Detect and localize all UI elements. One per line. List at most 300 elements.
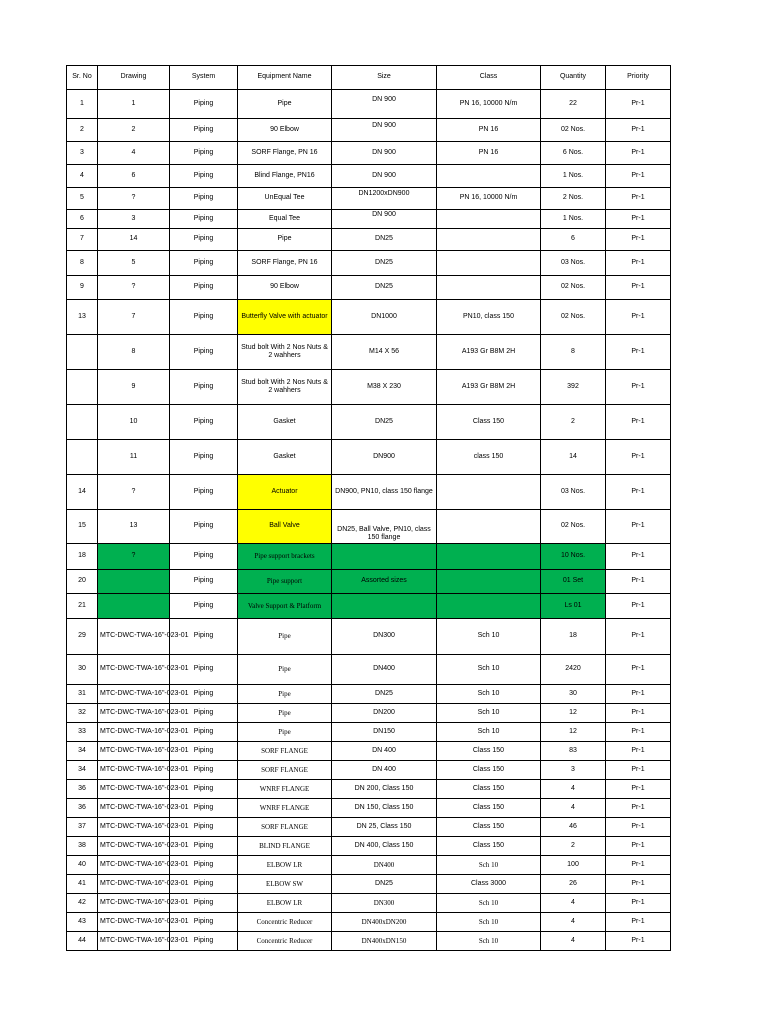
table-row: [67, 799, 671, 818]
cell-system: Piping: [170, 119, 238, 142]
cell-sr-no: [67, 370, 98, 405]
cell-size-text: DN 900: [372, 95, 396, 103]
cell-sr-no: 18: [67, 544, 98, 570]
table-row: [67, 475, 671, 510]
cell-class: A193 Gr B8M 2H: [437, 370, 541, 405]
cell-priority: Pr-1: [606, 932, 671, 951]
cell-drawing: MTC-DWC-TWA-16"-023-01: [98, 704, 170, 723]
cell-drawing: 3: [98, 210, 170, 229]
cell-sr-no: 2: [67, 119, 98, 142]
cell-class: PN10, class 150: [437, 300, 541, 335]
cell-priority: Pr-1: [606, 570, 671, 594]
cell-drawing: MTC-DWC-TWA-16"-023-01: [98, 913, 170, 932]
cell-class: Sch 10: [437, 856, 541, 875]
cell-class: Class 150: [437, 780, 541, 799]
cell-system: Piping: [170, 818, 238, 837]
cell-drawing: 13: [98, 510, 170, 544]
cell-drawing: 4: [98, 142, 170, 165]
cell-class: [437, 210, 541, 229]
cell-class: Sch 10: [437, 932, 541, 951]
cell-priority: Pr-1: [606, 799, 671, 818]
cell-system: Piping: [170, 90, 238, 119]
cell-quantity: 4: [541, 932, 606, 951]
cell-quantity: 2 Nos.: [541, 188, 606, 210]
cell-system: Piping: [170, 594, 238, 619]
cell-quantity: 02 Nos.: [541, 300, 606, 335]
cell-quantity: 12: [541, 723, 606, 742]
cell-sr-no: 1: [67, 90, 98, 119]
cell-system: Piping: [170, 723, 238, 742]
table-row: [67, 210, 671, 229]
cell-size: DN 200, Class 150: [332, 780, 437, 799]
cell-drawing: MTC-DWC-TWA-16"-023-01: [98, 894, 170, 913]
cell-size: DN25, Ball Valve, PN10, class 150 flange: [332, 510, 437, 544]
cell-size-text: DN1200xDN900: [358, 190, 410, 198]
table-row: [67, 335, 671, 370]
table-row: [67, 119, 671, 142]
cell-equipment-name: SORF FLANGE: [238, 761, 332, 780]
cell-system: Piping: [170, 440, 238, 475]
cell-priority: Pr-1: [606, 837, 671, 856]
table-row: [67, 723, 671, 742]
cell-priority: Pr-1: [606, 742, 671, 761]
table-row: [67, 165, 671, 188]
cell-size: DN 150, Class 150: [332, 799, 437, 818]
table-row: [67, 780, 671, 799]
cell-class: Class 150: [437, 761, 541, 780]
table-row: [67, 704, 671, 723]
cell-drawing: MTC-DWC-TWA-16"-023-01: [98, 655, 170, 685]
cell-class: class 150: [437, 440, 541, 475]
cell-quantity: 83: [541, 742, 606, 761]
cell-quantity: 01 Set: [541, 570, 606, 594]
cell-equipment-name: Pipe support brackets: [238, 544, 332, 570]
cell-quantity: 4: [541, 894, 606, 913]
cell-drawing: MTC-DWC-TWA-16"-023-01: [98, 856, 170, 875]
cell-system: Piping: [170, 742, 238, 761]
cell-drawing: MTC-DWC-TWA-16"-023-01: [98, 761, 170, 780]
cell-sr-no: 43: [67, 913, 98, 932]
cell-sr-no: 3: [67, 142, 98, 165]
cell-priority: Pr-1: [606, 210, 671, 229]
cell-size: DN400: [332, 856, 437, 875]
cell-priority: Pr-1: [606, 188, 671, 210]
cell-size: [332, 119, 437, 142]
cell-size-text: DN 900: [372, 210, 396, 218]
cell-quantity: 1 Nos.: [541, 210, 606, 229]
cell-system: Piping: [170, 799, 238, 818]
cell-drawing: 10: [98, 405, 170, 440]
cell-equipment-name: Stud bolt With 2 Nos Nuts & 2 wahhers: [238, 335, 332, 370]
header-priority: Priority: [606, 66, 671, 90]
cell-quantity: Ls 01: [541, 594, 606, 619]
cell-drawing: 11: [98, 440, 170, 475]
cell-drawing: MTC-DWC-TWA-16"-023-01: [98, 780, 170, 799]
cell-system: Piping: [170, 837, 238, 856]
cell-sr-no: 14: [67, 475, 98, 510]
cell-sr-no: 31: [67, 685, 98, 704]
cell-quantity: 10 Nos.: [541, 544, 606, 570]
cell-system: Piping: [170, 685, 238, 704]
cell-size: DN150: [332, 723, 437, 742]
cell-quantity: 22: [541, 90, 606, 119]
cell-quantity: 4: [541, 780, 606, 799]
header-sr-no: Sr. No: [67, 66, 98, 90]
cell-priority: Pr-1: [606, 818, 671, 837]
cell-sr-no: 37: [67, 818, 98, 837]
cell-sr-no: 7: [67, 229, 98, 251]
cell-quantity: 3: [541, 761, 606, 780]
cell-system: Piping: [170, 188, 238, 210]
cell-sr-no: 6: [67, 210, 98, 229]
cell-quantity: 4: [541, 913, 606, 932]
cell-quantity: 02 Nos.: [541, 276, 606, 300]
cell-system: Piping: [170, 210, 238, 229]
cell-system: Piping: [170, 335, 238, 370]
cell-priority: Pr-1: [606, 119, 671, 142]
cell-class: Class 150: [437, 818, 541, 837]
cell-system: Piping: [170, 405, 238, 440]
cell-quantity: 1 Nos.: [541, 165, 606, 188]
cell-system: Piping: [170, 619, 238, 655]
cell-quantity: 30: [541, 685, 606, 704]
cell-size: DN25: [332, 229, 437, 251]
cell-drawing: MTC-DWC-TWA-16"-023-01: [98, 799, 170, 818]
cell-drawing: 5: [98, 251, 170, 276]
cell-class: A193 Gr B8M 2H: [437, 335, 541, 370]
cell-class: Sch 10: [437, 894, 541, 913]
cell-sr-no: 42: [67, 894, 98, 913]
cell-size: DN25: [332, 685, 437, 704]
cell-class: Class 3000: [437, 875, 541, 894]
cell-equipment-name: Concentric Reducer: [238, 913, 332, 932]
cell-class: [437, 276, 541, 300]
cell-system: Piping: [170, 704, 238, 723]
cell-drawing: [98, 594, 170, 619]
cell-sr-no: 5: [67, 188, 98, 210]
cell-equipment-name: Valve Support & Platform: [238, 594, 332, 619]
cell-priority: Pr-1: [606, 723, 671, 742]
cell-equipment-name: Concentric Reducer: [238, 932, 332, 951]
cell-sr-no: [67, 335, 98, 370]
cell-drawing: MTC-DWC-TWA-16"-023-01: [98, 818, 170, 837]
cell-equipment-name: Equal Tee: [238, 210, 332, 229]
cell-sr-no: 8: [67, 251, 98, 276]
cell-size: DN 400, Class 150: [332, 837, 437, 856]
cell-priority: Pr-1: [606, 165, 671, 188]
cell-drawing: MTC-DWC-TWA-16"-023-01: [98, 742, 170, 761]
cell-size: [332, 210, 437, 229]
cell-size: DN25: [332, 875, 437, 894]
cell-priority: Pr-1: [606, 894, 671, 913]
cell-quantity: 2420: [541, 655, 606, 685]
cell-quantity: 6 Nos.: [541, 142, 606, 165]
cell-class: Sch 10: [437, 655, 541, 685]
cell-size: DN400xDN200: [332, 913, 437, 932]
cell-class: PN 16: [437, 119, 541, 142]
cell-priority: Pr-1: [606, 142, 671, 165]
cell-priority: Pr-1: [606, 704, 671, 723]
cell-class: PN 16, 10000 N/m: [437, 90, 541, 119]
table-row: [67, 142, 671, 165]
cell-drawing: ?: [98, 276, 170, 300]
cell-priority: Pr-1: [606, 475, 671, 510]
cell-size: [332, 90, 437, 119]
table-row: [67, 894, 671, 913]
cell-drawing: 2: [98, 119, 170, 142]
cell-drawing: ?: [98, 475, 170, 510]
cell-priority: Pr-1: [606, 335, 671, 370]
cell-priority: Pr-1: [606, 300, 671, 335]
cell-size: M38 X 230: [332, 370, 437, 405]
cell-size: DN300: [332, 619, 437, 655]
cell-sr-no: 32: [67, 704, 98, 723]
cell-equipment-name: Ball Valve: [238, 510, 332, 544]
cell-equipment-name: ELBOW SW: [238, 875, 332, 894]
cell-class: Class 150: [437, 742, 541, 761]
cell-class: Sch 10: [437, 619, 541, 655]
cell-sr-no: 13: [67, 300, 98, 335]
cell-equipment-name: WNRF FLANGE: [238, 780, 332, 799]
cell-sr-no: [67, 440, 98, 475]
cell-priority: Pr-1: [606, 856, 671, 875]
cell-size: DN300: [332, 894, 437, 913]
cell-quantity: 100: [541, 856, 606, 875]
cell-drawing: 6: [98, 165, 170, 188]
cell-quantity: 02 Nos.: [541, 510, 606, 544]
cell-drawing: 9: [98, 370, 170, 405]
cell-system: Piping: [170, 913, 238, 932]
cell-equipment-name: BLIND FLANGE: [238, 837, 332, 856]
cell-equipment-name: Stud bolt With 2 Nos Nuts & 2 wahhers: [238, 370, 332, 405]
cell-equipment-name: Blind Flange, PN16: [238, 165, 332, 188]
cell-priority: Pr-1: [606, 276, 671, 300]
table-row: [67, 229, 671, 251]
cell-priority: Pr-1: [606, 619, 671, 655]
cell-size: DN25: [332, 276, 437, 300]
cell-equipment-name: SORF FLANGE: [238, 818, 332, 837]
cell-system: Piping: [170, 510, 238, 544]
cell-system: Piping: [170, 165, 238, 188]
cell-quantity: 2: [541, 405, 606, 440]
cell-drawing: [98, 570, 170, 594]
cell-size: DN400: [332, 655, 437, 685]
cell-class: Sch 10: [437, 704, 541, 723]
cell-sr-no: 15: [67, 510, 98, 544]
cell-class: [437, 544, 541, 570]
table-row: [67, 188, 671, 210]
table-row: [67, 440, 671, 475]
cell-class: Class 150: [437, 799, 541, 818]
cell-size: [332, 188, 437, 210]
cell-size: DN 900: [332, 165, 437, 188]
cell-drawing: 7: [98, 300, 170, 335]
cell-sr-no: 30: [67, 655, 98, 685]
cell-system: Piping: [170, 780, 238, 799]
cell-equipment-name: Pipe: [238, 619, 332, 655]
cell-size: DN25: [332, 251, 437, 276]
cell-equipment-name: Gasket: [238, 405, 332, 440]
cell-system: Piping: [170, 932, 238, 951]
header-class: Class: [437, 66, 541, 90]
cell-quantity: 392: [541, 370, 606, 405]
cell-system: Piping: [170, 142, 238, 165]
cell-equipment-name: 90 Elbow: [238, 276, 332, 300]
cell-priority: Pr-1: [606, 510, 671, 544]
cell-size: Assorted sizes: [332, 570, 437, 594]
cell-size: DN200: [332, 704, 437, 723]
table-row: [67, 405, 671, 440]
cell-size: DN 400: [332, 742, 437, 761]
cell-sr-no: 34: [67, 761, 98, 780]
cell-sr-no: 9: [67, 276, 98, 300]
cell-drawing: MTC-DWC-TWA-16"-023-01: [98, 685, 170, 704]
cell-quantity: 02 Nos.: [541, 119, 606, 142]
cell-equipment-name: 90 Elbow: [238, 119, 332, 142]
cell-system: Piping: [170, 475, 238, 510]
cell-class: Sch 10: [437, 723, 541, 742]
cell-equipment-name: Gasket: [238, 440, 332, 475]
table-row: [67, 913, 671, 932]
cell-quantity: 46: [541, 818, 606, 837]
table-row: [67, 875, 671, 894]
cell-priority: Pr-1: [606, 685, 671, 704]
cell-sr-no: 20: [67, 570, 98, 594]
cell-class: Sch 10: [437, 685, 541, 704]
table-row: [67, 685, 671, 704]
cell-class: [437, 570, 541, 594]
table-row: [67, 276, 671, 300]
cell-size: DN400xDN150: [332, 932, 437, 951]
cell-sr-no: 41: [67, 875, 98, 894]
header-size: Size: [332, 66, 437, 90]
cell-quantity: 2: [541, 837, 606, 856]
table-row: [67, 570, 671, 594]
cell-size-text: DN 900: [372, 121, 396, 129]
cell-sr-no: 4: [67, 165, 98, 188]
cell-drawing: MTC-DWC-TWA-16"-023-01: [98, 837, 170, 856]
cell-drawing: ?: [98, 188, 170, 210]
cell-class: [437, 475, 541, 510]
cell-equipment-name: WNRF FLANGE: [238, 799, 332, 818]
cell-drawing: 1: [98, 90, 170, 119]
cell-equipment-name: Pipe: [238, 704, 332, 723]
cell-priority: Pr-1: [606, 251, 671, 276]
table-row: [67, 370, 671, 405]
cell-equipment-name: Pipe: [238, 90, 332, 119]
cell-system: Piping: [170, 544, 238, 570]
cell-quantity: 4: [541, 799, 606, 818]
cell-equipment-name: SORF FLANGE: [238, 742, 332, 761]
cell-equipment-name: ELBOW LR: [238, 856, 332, 875]
cell-equipment-name: Pipe: [238, 685, 332, 704]
cell-drawing: 14: [98, 229, 170, 251]
cell-equipment-name: SORF Flange, PN 16: [238, 251, 332, 276]
cell-class: Class 150: [437, 837, 541, 856]
cell-quantity: 03 Nos.: [541, 251, 606, 276]
cell-sr-no: 29: [67, 619, 98, 655]
table-row: [67, 619, 671, 655]
cell-system: Piping: [170, 570, 238, 594]
table-row: [67, 300, 671, 335]
table-row: [67, 544, 671, 570]
cell-sr-no: 21: [67, 594, 98, 619]
cell-system: Piping: [170, 655, 238, 685]
cell-size: DN900: [332, 440, 437, 475]
cell-system: Piping: [170, 251, 238, 276]
cell-class: [437, 165, 541, 188]
cell-quantity: 8: [541, 335, 606, 370]
cell-size: [332, 594, 437, 619]
cell-drawing: MTC-DWC-TWA-16"-023-01: [98, 723, 170, 742]
cell-size: M14 X 56: [332, 335, 437, 370]
cell-sr-no: 34: [67, 742, 98, 761]
cell-system: Piping: [170, 894, 238, 913]
cell-class: Class 150: [437, 405, 541, 440]
cell-system: Piping: [170, 875, 238, 894]
cell-drawing: MTC-DWC-TWA-16"-023-01: [98, 875, 170, 894]
table-row: [67, 932, 671, 951]
cell-class: Sch 10: [437, 913, 541, 932]
table-row: [67, 761, 671, 780]
cell-priority: Pr-1: [606, 875, 671, 894]
cell-priority: Pr-1: [606, 780, 671, 799]
cell-priority: Pr-1: [606, 594, 671, 619]
table-row: [67, 742, 671, 761]
cell-priority: Pr-1: [606, 229, 671, 251]
table-row: [67, 818, 671, 837]
cell-priority: Pr-1: [606, 370, 671, 405]
cell-sr-no: [67, 405, 98, 440]
cell-size: [332, 544, 437, 570]
cell-sr-no: 44: [67, 932, 98, 951]
cell-sr-no: 40: [67, 856, 98, 875]
cell-equipment-name: SORF Flange, PN 16: [238, 142, 332, 165]
equipment-table: [66, 65, 671, 951]
cell-size: DN 25, Class 150: [332, 818, 437, 837]
cell-priority: Pr-1: [606, 405, 671, 440]
cell-equipment-name: Butterfly Valve with actuator: [238, 300, 332, 335]
cell-equipment-name: Pipe: [238, 723, 332, 742]
cell-equipment-name: Actuator: [238, 475, 332, 510]
table-row: [67, 856, 671, 875]
cell-sr-no: 38: [67, 837, 98, 856]
cell-priority: Pr-1: [606, 544, 671, 570]
cell-class: [437, 251, 541, 276]
cell-size: DN900, PN10, class 150 flange: [332, 475, 437, 510]
cell-priority: Pr-1: [606, 913, 671, 932]
cell-sr-no: 33: [67, 723, 98, 742]
cell-class: [437, 510, 541, 544]
cell-equipment-name: Pipe support: [238, 570, 332, 594]
cell-system: Piping: [170, 229, 238, 251]
cell-drawing: ?: [98, 544, 170, 570]
cell-system: Piping: [170, 856, 238, 875]
cell-size: DN25: [332, 405, 437, 440]
cell-priority: Pr-1: [606, 761, 671, 780]
cell-quantity: 03 Nos.: [541, 475, 606, 510]
cell-system: Piping: [170, 300, 238, 335]
cell-priority: Pr-1: [606, 655, 671, 685]
cell-priority: Pr-1: [606, 440, 671, 475]
cell-system: Piping: [170, 761, 238, 780]
cell-size: DN1000: [332, 300, 437, 335]
table-row: [67, 90, 671, 119]
cell-equipment-name: Pipe: [238, 655, 332, 685]
cell-quantity: 6: [541, 229, 606, 251]
cell-quantity: 18: [541, 619, 606, 655]
table-row: [67, 655, 671, 685]
